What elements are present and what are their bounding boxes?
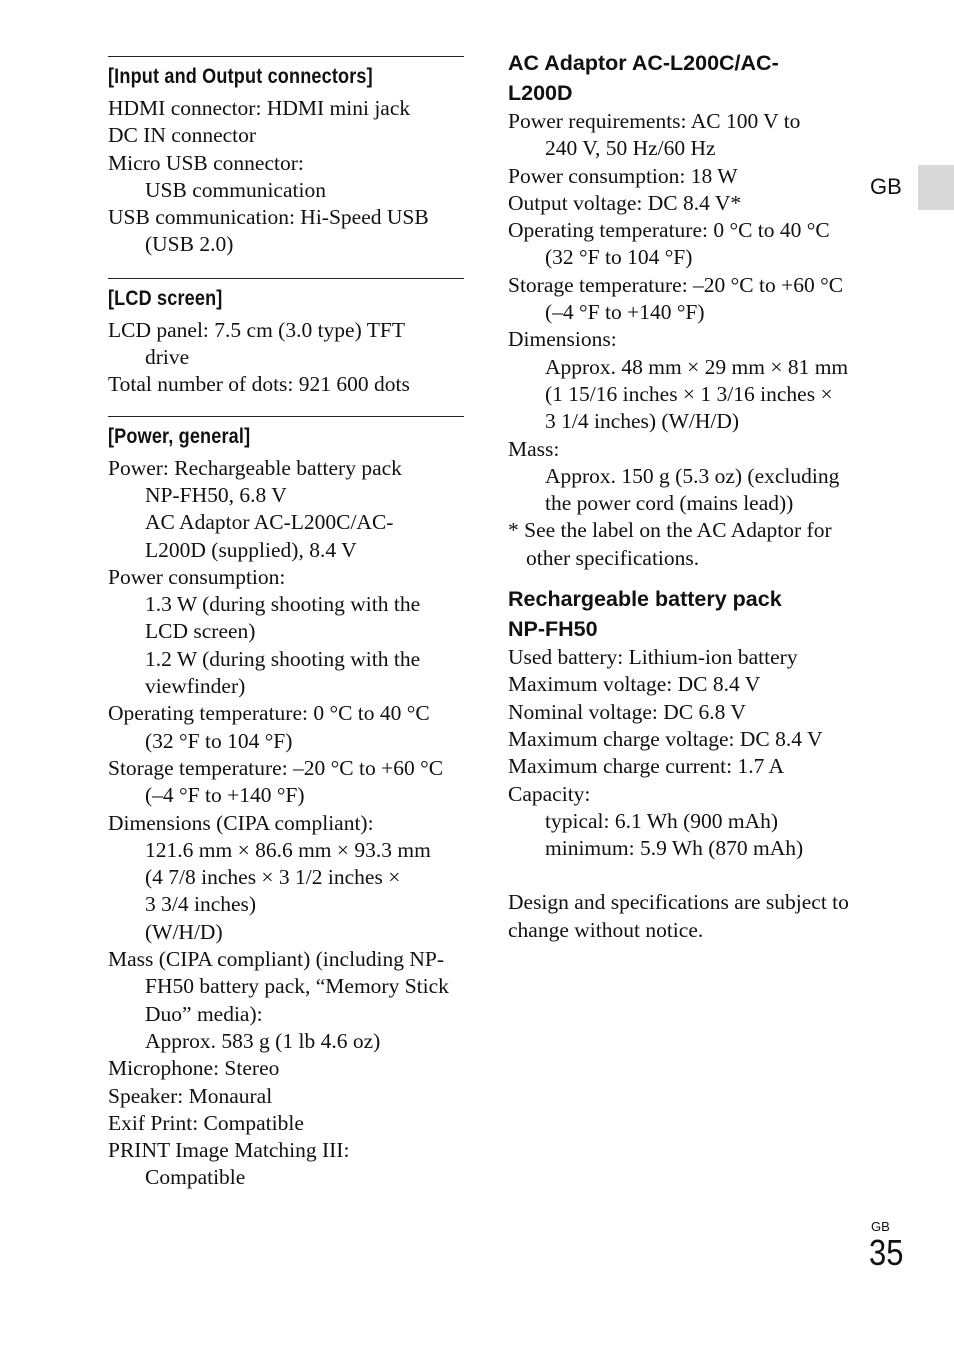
spec-line: Duo” media):: [145, 1001, 263, 1026]
spec-line: PRINT Image Matching III:: [108, 1138, 350, 1163]
spacer: [108, 399, 464, 416]
spec-line: Compatible: [145, 1165, 246, 1190]
spacer: [508, 862, 868, 889]
spec-line: drive: [145, 345, 190, 370]
spec-line: (32 °F to 104 °F): [545, 245, 693, 270]
spec-line: (1 15/16 inches × 1 3/16 inches ×: [545, 381, 833, 406]
spec-line: Operating temperature: 0 °C to 40 °C: [508, 218, 830, 243]
spec-line: L200D (supplied), 8.4 V: [145, 537, 357, 562]
section-heading: AC Adaptor AC-L200C/AC-: [508, 51, 779, 75]
spec-line: Storage temperature: –20 °C to +60 °C: [108, 755, 444, 780]
spec-line: NP-FH50, 6.8 V: [145, 482, 287, 507]
spec-line: Approx. 150 g (5.3 oz) (excluding: [545, 463, 840, 488]
spec-line: Power consumption:: [108, 564, 286, 589]
page-number: 35: [869, 1232, 904, 1273]
section-heading: [LCD screen]: [108, 286, 223, 310]
spec-line: 1.2 W (during shooting with the: [145, 646, 421, 671]
section-heading: [Power, general]: [108, 424, 251, 448]
spec-line: Capacity:: [508, 781, 591, 806]
spec-line: (32 °F to 104 °F): [145, 728, 293, 753]
spec-line: 3 3/4 inches): [145, 892, 257, 917]
spec-line: Mass (CIPA compliant) (including NP-: [108, 947, 445, 972]
spec-line: LCD panel: 7.5 cm (3.0 type) TFT: [108, 317, 405, 342]
spec-line: Maximum charge voltage: DC 8.4 V: [508, 726, 823, 751]
spec-line: Dimensions (CIPA compliant):: [108, 810, 374, 835]
spacer: [108, 259, 464, 278]
spec-line: Maximum voltage: DC 8.4 V: [508, 672, 761, 697]
section-heading: NP-FH50: [508, 616, 598, 641]
spec-line: Maximum charge current: 1.7 A: [508, 754, 785, 779]
spacer: [508, 0, 868, 49]
spec-line: minimum: 5.9 Wh (870 mAh): [545, 836, 804, 861]
section-heading: Rechargeable battery pack: [508, 587, 782, 612]
spacer: [508, 572, 868, 585]
spec-line: Microphone: Stereo: [108, 1056, 280, 1081]
spec-line: (4 7/8 inches × 3 1/2 inches ×: [145, 865, 401, 890]
spec-line: (USB 2.0): [145, 232, 234, 257]
side-tab-marker: [918, 165, 954, 210]
spec-line: other specifications.: [526, 545, 700, 570]
spec-line: Micro USB connector:: [108, 150, 304, 175]
spec-line: Nominal voltage: DC 6.8 V: [508, 699, 746, 724]
spec-line: HDMI connector: HDMI mini jack: [108, 96, 411, 120]
spec-line: 240 V, 50 Hz/60 Hz: [545, 136, 716, 161]
spec-line: (–4 °F to +140 °F): [145, 783, 305, 808]
spec-line: FH50 battery pack, “Memory Stick: [145, 974, 449, 999]
spec-line: typical: 6.1 Wh (900 mAh): [545, 808, 779, 833]
spec-line: USB communication: Hi-Speed USB: [108, 205, 429, 230]
left-column: [108, 0, 464, 1192]
right-column: [508, 0, 868, 944]
page-region-label: GB: [871, 1219, 890, 1234]
spec-line: Exif Print: Compatible: [108, 1110, 304, 1135]
spec-line: Mass:: [508, 436, 560, 461]
spec-line: Approx. 583 g (1 lb 4.6 oz): [145, 1028, 381, 1053]
spec-line: Operating temperature: 0 °C to 40 °C: [108, 701, 430, 726]
spec-line: the power cord (mains lead)): [545, 491, 794, 516]
spec-line: Power requirements: AC 100 V to: [508, 109, 801, 133]
note-line: Design and specifications are subject to: [508, 890, 849, 915]
spec-line: LCD screen): [145, 619, 256, 644]
spec-line: Power consumption: 18 W: [508, 163, 738, 188]
spec-line: Speaker: Monaural: [108, 1083, 273, 1108]
spec-line: Power: Rechargeable battery pack: [108, 455, 402, 480]
side-tab-label: GB: [870, 174, 902, 199]
spec-line: Output voltage: DC 8.4 V*: [508, 190, 742, 215]
spec-line: Storage temperature: –20 °C to +60 °C: [508, 272, 844, 297]
spec-line: Used battery: Lithium-ion battery: [508, 645, 798, 670]
spec-line: (–4 °F to +140 °F): [545, 300, 705, 325]
spec-line: USB communication: [145, 177, 326, 202]
spec-line: (W/H/D): [145, 919, 223, 944]
spec-line: 121.6 mm × 86.6 mm × 93.3 mm: [145, 837, 431, 862]
spacer: [108, 0, 464, 56]
spec-line: DC IN connector: [108, 123, 257, 148]
spec-line: Total number of dots: 921 600 dots: [108, 372, 410, 397]
spec-line: viewfinder): [145, 674, 246, 699]
spec-line: Approx. 48 mm × 29 mm × 81 mm: [545, 354, 849, 379]
section-heading: L200D: [508, 80, 573, 105]
spec-line: 3 1/4 inches) (W/H/D): [545, 409, 740, 434]
spec-line: AC Adaptor AC-L200C/AC-: [145, 510, 394, 535]
spec-line: 1.3 W (during shooting with the: [145, 592, 421, 617]
spec-line: * See the label on the AC Adaptor for: [508, 518, 832, 543]
note-line: change without notice.: [508, 917, 704, 942]
section-heading: [Input and Output connectors]: [108, 65, 373, 88]
spec-line: Dimensions:: [508, 327, 617, 352]
